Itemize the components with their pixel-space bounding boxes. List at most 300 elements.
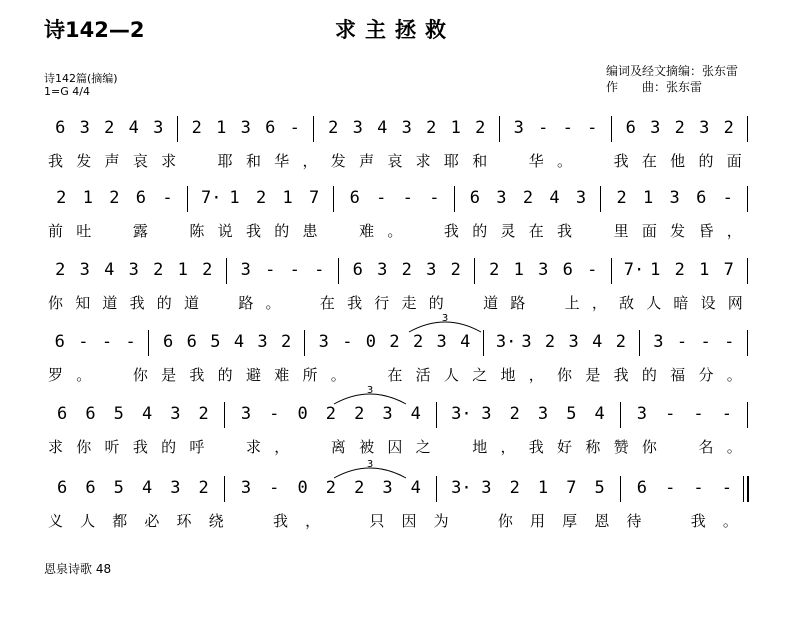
note: 3 (538, 260, 549, 280)
lyrics-row (0, 220, 788, 240)
lyrics-row (0, 436, 788, 456)
note: 2 (489, 260, 500, 280)
note: 1 (699, 260, 710, 280)
lyric-char: 之 (472, 366, 488, 384)
note: 3 (79, 260, 90, 280)
note: 6 (163, 332, 174, 352)
lyric-char: 人 (80, 512, 96, 530)
barline (747, 258, 748, 284)
note: 1 (450, 118, 461, 138)
note: 1 (229, 188, 240, 208)
lyric-char: 上 (564, 294, 580, 312)
note: 5 (210, 332, 221, 352)
note-dash: - (402, 188, 413, 208)
note: 4 (233, 332, 245, 352)
note: 4 (104, 260, 115, 280)
lyric-char: 你 (557, 366, 573, 384)
note: 3 (568, 332, 579, 352)
source-note: 诗142篇(摘编) (44, 72, 118, 85)
note: 4 (549, 188, 560, 208)
barline (639, 330, 640, 356)
lyric-char: 你 (132, 366, 148, 384)
note: 5 (113, 404, 124, 424)
note-dash: - (269, 478, 280, 498)
lyric-char: 道 (102, 294, 118, 312)
note: 2 (255, 188, 267, 208)
note-dash: - (376, 188, 387, 208)
notation-row (0, 332, 788, 354)
note: 3 (377, 260, 388, 280)
lyric-char: 绕 (208, 512, 224, 530)
barline (620, 476, 621, 502)
lyric-char: 罗 (48, 366, 64, 384)
note: 2 (354, 404, 365, 424)
barline (304, 330, 305, 356)
note: 7· (200, 188, 222, 208)
lyric-char: 声 (104, 152, 120, 170)
note-dash: - (722, 188, 733, 208)
note-dash: - (314, 260, 325, 280)
note: 6 (57, 478, 68, 498)
note: 6 (349, 188, 360, 208)
lyric-char: 活 (415, 366, 431, 384)
note: 2 (509, 404, 520, 424)
lyric-char: 的 (428, 294, 444, 312)
note: 3 (537, 404, 549, 424)
lyric-char: 因 (401, 512, 417, 530)
note: 7 (309, 188, 320, 208)
lyric-char: 灵 (500, 222, 516, 240)
lyric-char: 面 (641, 222, 657, 240)
lyric-char: 发 (76, 152, 92, 170)
barline (474, 258, 475, 284)
lyrics-row (0, 364, 788, 384)
lyric-char: 你 (497, 512, 513, 530)
note: 3 (436, 332, 447, 352)
lyric-char: 人 (646, 294, 662, 312)
lyrics-row (0, 510, 788, 530)
note: 2 (412, 332, 424, 352)
lyric-char: 在 (319, 294, 335, 312)
note: 6 (625, 118, 636, 138)
lyric-char: ， (528, 366, 544, 384)
note: 2 (198, 478, 209, 498)
lyric-char: 和 (472, 152, 488, 170)
barline (620, 402, 621, 428)
note: 3· (451, 404, 472, 424)
note: 3 (669, 188, 680, 208)
note: 3 (170, 404, 181, 424)
barline (226, 258, 227, 284)
triplet-slur (330, 382, 410, 408)
lyric-char: 厚 (562, 512, 578, 530)
song-title: 求主拯救 (335, 18, 455, 42)
note: 0 (365, 332, 377, 352)
lyric-char: 地 (500, 366, 516, 384)
barline (611, 258, 612, 284)
lyric-char: 分 (698, 366, 714, 384)
lyric-char: 义 (48, 512, 64, 530)
note: 5 (113, 478, 124, 498)
note: 3 (636, 404, 648, 424)
lyrics-row (0, 150, 788, 170)
barline (436, 476, 437, 502)
lyric-char: 行 (374, 294, 390, 312)
note-dash: - (265, 260, 276, 280)
lyric-char: 说 (217, 222, 233, 240)
lyric-char: 哀 (387, 152, 403, 170)
lyric-char: ， (500, 438, 516, 456)
note: 3· (451, 478, 472, 498)
lyric-char: 求 (161, 152, 177, 170)
note-dash: - (125, 332, 136, 352)
triplet-number: 3 (366, 459, 374, 470)
key-time-signature: 1=G 4/4 (44, 85, 90, 98)
note-dash: - (289, 118, 300, 138)
lyric-char: 。 (330, 366, 346, 384)
lyric-char: 用 (530, 512, 546, 530)
lyric-char: 的 (698, 152, 714, 170)
barline (436, 402, 437, 428)
note: 6 (352, 260, 363, 280)
barline (747, 116, 748, 142)
note: 2 (153, 260, 164, 280)
lyric-char: 里 (613, 222, 629, 240)
lyric-char: 我 (245, 222, 261, 240)
note: 3 (401, 118, 412, 138)
lyric-char: 耶 (217, 152, 233, 170)
lyric-char: 只 (369, 512, 385, 530)
psalm-number-title: 诗142—2 (44, 18, 145, 42)
note: 2 (281, 332, 292, 352)
lyric-char: 和 (245, 152, 261, 170)
lyric-char: 的 (217, 366, 233, 384)
lyric-char: 我 (347, 294, 363, 312)
note: 6 (265, 118, 276, 138)
note: 4 (594, 404, 605, 424)
lyrics-row (0, 292, 788, 312)
note: 1 (642, 188, 654, 208)
note: 2 (198, 404, 209, 424)
note: 6 (562, 260, 573, 280)
barline (499, 116, 500, 142)
lyric-char: 求 (245, 438, 261, 456)
note: 4 (141, 478, 153, 498)
lyric-char: 必 (144, 512, 160, 530)
barline (743, 476, 744, 502)
note: 3· (495, 332, 517, 352)
note: 6 (55, 118, 66, 138)
lyric-char: 网 (727, 294, 743, 312)
note: 2 (426, 118, 437, 138)
note: 3 (653, 332, 664, 352)
lyric-char: 他 (670, 152, 686, 170)
note: 2 (544, 332, 556, 352)
lyric-char: 囚 (387, 438, 403, 456)
lyric-char: 昏 (698, 222, 714, 240)
lyric-char: ， (591, 294, 607, 312)
lyric-char: 的 (161, 438, 177, 456)
lyric-char: 道 (483, 294, 499, 312)
note: 3 (496, 188, 507, 208)
lyric-char: ， (305, 512, 321, 530)
note: 3 (382, 478, 393, 498)
note: 3 (128, 260, 139, 280)
lyric-char: 名 (698, 438, 714, 456)
note: 2 (509, 478, 520, 498)
note: 2 (674, 260, 685, 280)
note: 3 (575, 188, 587, 208)
note: 2 (191, 118, 202, 138)
lyric-char: 。 (265, 294, 281, 312)
note: 6 (85, 404, 96, 424)
note: 2 (109, 188, 120, 208)
note: 2 (354, 478, 365, 498)
barline (454, 186, 455, 212)
note: 2 (401, 260, 412, 280)
credits-lyrics: 编词及经文摘编：张东雷 (606, 64, 739, 78)
barline (611, 116, 612, 142)
lyric-char: 在 (528, 222, 544, 240)
lyric-char: 的 (641, 366, 657, 384)
barline (333, 186, 334, 212)
lyric-char: 恩 (594, 512, 610, 530)
note: 1 (537, 478, 549, 498)
note: 3 (382, 404, 393, 424)
lyric-char: 露 (132, 222, 148, 240)
note: 1 (82, 188, 93, 208)
note: 1 (216, 118, 227, 138)
lyric-char: 走 (401, 294, 417, 312)
lyric-char: 难 (274, 366, 290, 384)
lyric-char: 称 (585, 438, 601, 456)
lyric-char: ， (302, 152, 318, 170)
note-dash: - (665, 478, 676, 498)
note: 4 (377, 118, 388, 138)
lyric-char: 患 (302, 222, 318, 240)
note-dash: - (721, 404, 732, 424)
note: 1 (513, 260, 524, 280)
lyric-char: 华 (528, 152, 544, 170)
note: 3 (170, 478, 181, 498)
note: 2 (616, 188, 627, 208)
note-dash: - (587, 118, 598, 138)
barline (338, 258, 339, 284)
note: 3 (426, 260, 437, 280)
barline (148, 330, 149, 356)
lyric-char: 发 (330, 152, 346, 170)
lyric-char: 离 (330, 438, 346, 456)
note: 3 (240, 260, 251, 280)
lyric-char: 我 (443, 222, 459, 240)
note: 3 (481, 404, 492, 424)
lyric-char: 我 (613, 152, 629, 170)
note-dash: - (538, 118, 549, 138)
lyric-char: 难 (359, 222, 375, 240)
note: 3 (257, 332, 268, 352)
note: 5 (566, 404, 577, 424)
lyric-char: 听 (104, 438, 120, 456)
lyric-char: 我 (272, 512, 288, 530)
lyric-char: 地 (472, 438, 488, 456)
note: 6 (636, 478, 648, 498)
note-dash: - (269, 404, 280, 424)
note-dash: - (724, 332, 735, 352)
note: 2 (522, 188, 534, 208)
note-dash: - (289, 260, 300, 280)
note: 3 (240, 404, 252, 424)
lyric-char: 都 (112, 512, 128, 530)
lyric-char: 知 (75, 294, 91, 312)
lyric-char: 在 (387, 366, 403, 384)
note: 3 (240, 478, 252, 498)
lyric-char: 求 (48, 438, 64, 456)
footer-source: 恩泉诗歌 48 (44, 562, 112, 576)
lyric-char: 。 (557, 152, 573, 170)
note: 4 (410, 404, 421, 424)
barline (224, 476, 225, 502)
note: 0 (297, 478, 308, 498)
barline (177, 116, 178, 142)
note: 2 (723, 118, 734, 138)
lyric-char: 前 (48, 222, 64, 240)
note: 3 (513, 118, 524, 138)
lyric-char: 你 (641, 438, 657, 456)
lyric-char: 发 (670, 222, 686, 240)
lyric-char: 你 (48, 294, 64, 312)
lyric-char: 福 (670, 366, 686, 384)
lyric-char: 哀 (132, 152, 148, 170)
lyric-char: 我 (557, 222, 573, 240)
lyric-char: 。 (726, 438, 742, 456)
note: 2 (104, 118, 115, 138)
note-dash: - (665, 404, 676, 424)
lyric-char: 我 (129, 294, 145, 312)
note: 6 (85, 478, 96, 498)
lyric-char: 道 (183, 294, 199, 312)
lyric-char: 赞 (613, 438, 629, 456)
triplet-number: 3 (366, 385, 374, 396)
note: 4 (128, 118, 139, 138)
note: 4 (592, 332, 603, 352)
triplet-slur (405, 310, 485, 336)
lyric-char: 我 (613, 366, 629, 384)
note: 2 (202, 260, 213, 280)
triplet-number: 3 (441, 313, 449, 324)
lyric-char: 。 (722, 512, 738, 530)
final-barline (747, 476, 749, 502)
note-dash: - (78, 332, 89, 352)
note: 3 (699, 118, 710, 138)
lyric-char: ， (274, 438, 290, 456)
lyric-char: 的 (472, 222, 488, 240)
note: 2 (450, 260, 461, 280)
triplet-slur (330, 456, 410, 482)
note: 3 (650, 118, 661, 138)
lyric-char: 避 (245, 366, 261, 384)
note-dash: - (693, 478, 704, 498)
note-dash: - (342, 332, 353, 352)
barline (747, 402, 748, 428)
lyric-char: 耶 (443, 152, 459, 170)
lyric-char: 我 (132, 438, 148, 456)
lyric-char: 我 (189, 366, 205, 384)
note-dash: - (587, 260, 598, 280)
lyric-char: 华 (274, 152, 290, 170)
barline (747, 186, 748, 212)
lyric-char: 呼 (189, 438, 205, 456)
note: 5 (594, 478, 605, 498)
note: 6 (469, 188, 480, 208)
lyric-char: 所 (302, 366, 318, 384)
notation-row (0, 260, 788, 282)
lyric-char: 的 (274, 222, 290, 240)
note: 1 (282, 188, 293, 208)
note-dash: - (721, 478, 732, 498)
note: 2 (389, 332, 400, 352)
lyric-char: 是 (585, 366, 601, 384)
lyric-char: 在 (641, 152, 657, 170)
note: 3 (153, 118, 164, 138)
lyric-char: 我 (690, 512, 706, 530)
note: 3 (318, 332, 329, 352)
note-dash: - (562, 118, 573, 138)
lyric-char: 敌 (619, 294, 635, 312)
note-dash: - (676, 332, 688, 352)
barline (747, 330, 748, 356)
note: 2 (674, 118, 685, 138)
note-dash: - (700, 332, 711, 352)
note-dash: - (101, 332, 113, 352)
lyric-char: 被 (359, 438, 375, 456)
barline (600, 186, 601, 212)
credits-composer: 作 曲：张东雷 (606, 80, 703, 94)
lyric-char: 声 (359, 152, 375, 170)
barline (313, 116, 314, 142)
note: 0 (297, 404, 308, 424)
note: 6 (57, 404, 68, 424)
lyric-char: 。 (387, 222, 403, 240)
note: 2 (55, 260, 66, 280)
note-dash: - (693, 404, 704, 424)
note: 6 (186, 332, 197, 352)
note: 3 (240, 118, 251, 138)
lyric-char: 好 (557, 438, 573, 456)
note: 2 (328, 118, 339, 138)
lyric-char: 路 (238, 294, 254, 312)
lyric-char: 路 (510, 294, 526, 312)
lyric-char: 吐 (76, 222, 92, 240)
lyric-char: 待 (626, 512, 642, 530)
lyric-char: 我 (528, 438, 544, 456)
lyric-char: ， (726, 222, 742, 240)
note: 3 (352, 118, 363, 138)
note: 2 (325, 478, 337, 498)
note: 4 (141, 404, 153, 424)
note: 6 (135, 188, 147, 208)
barline (187, 186, 188, 212)
note: 6 (696, 188, 707, 208)
note: 4 (460, 332, 471, 352)
note: 2 (56, 188, 67, 208)
lyric-char: 暗 (673, 294, 689, 312)
note: 2 (325, 404, 337, 424)
note: 1 (177, 260, 188, 280)
note: 2 (475, 118, 486, 138)
lyric-char: 人 (443, 366, 459, 384)
note: 2 (615, 332, 626, 352)
note: 3 (521, 332, 532, 352)
